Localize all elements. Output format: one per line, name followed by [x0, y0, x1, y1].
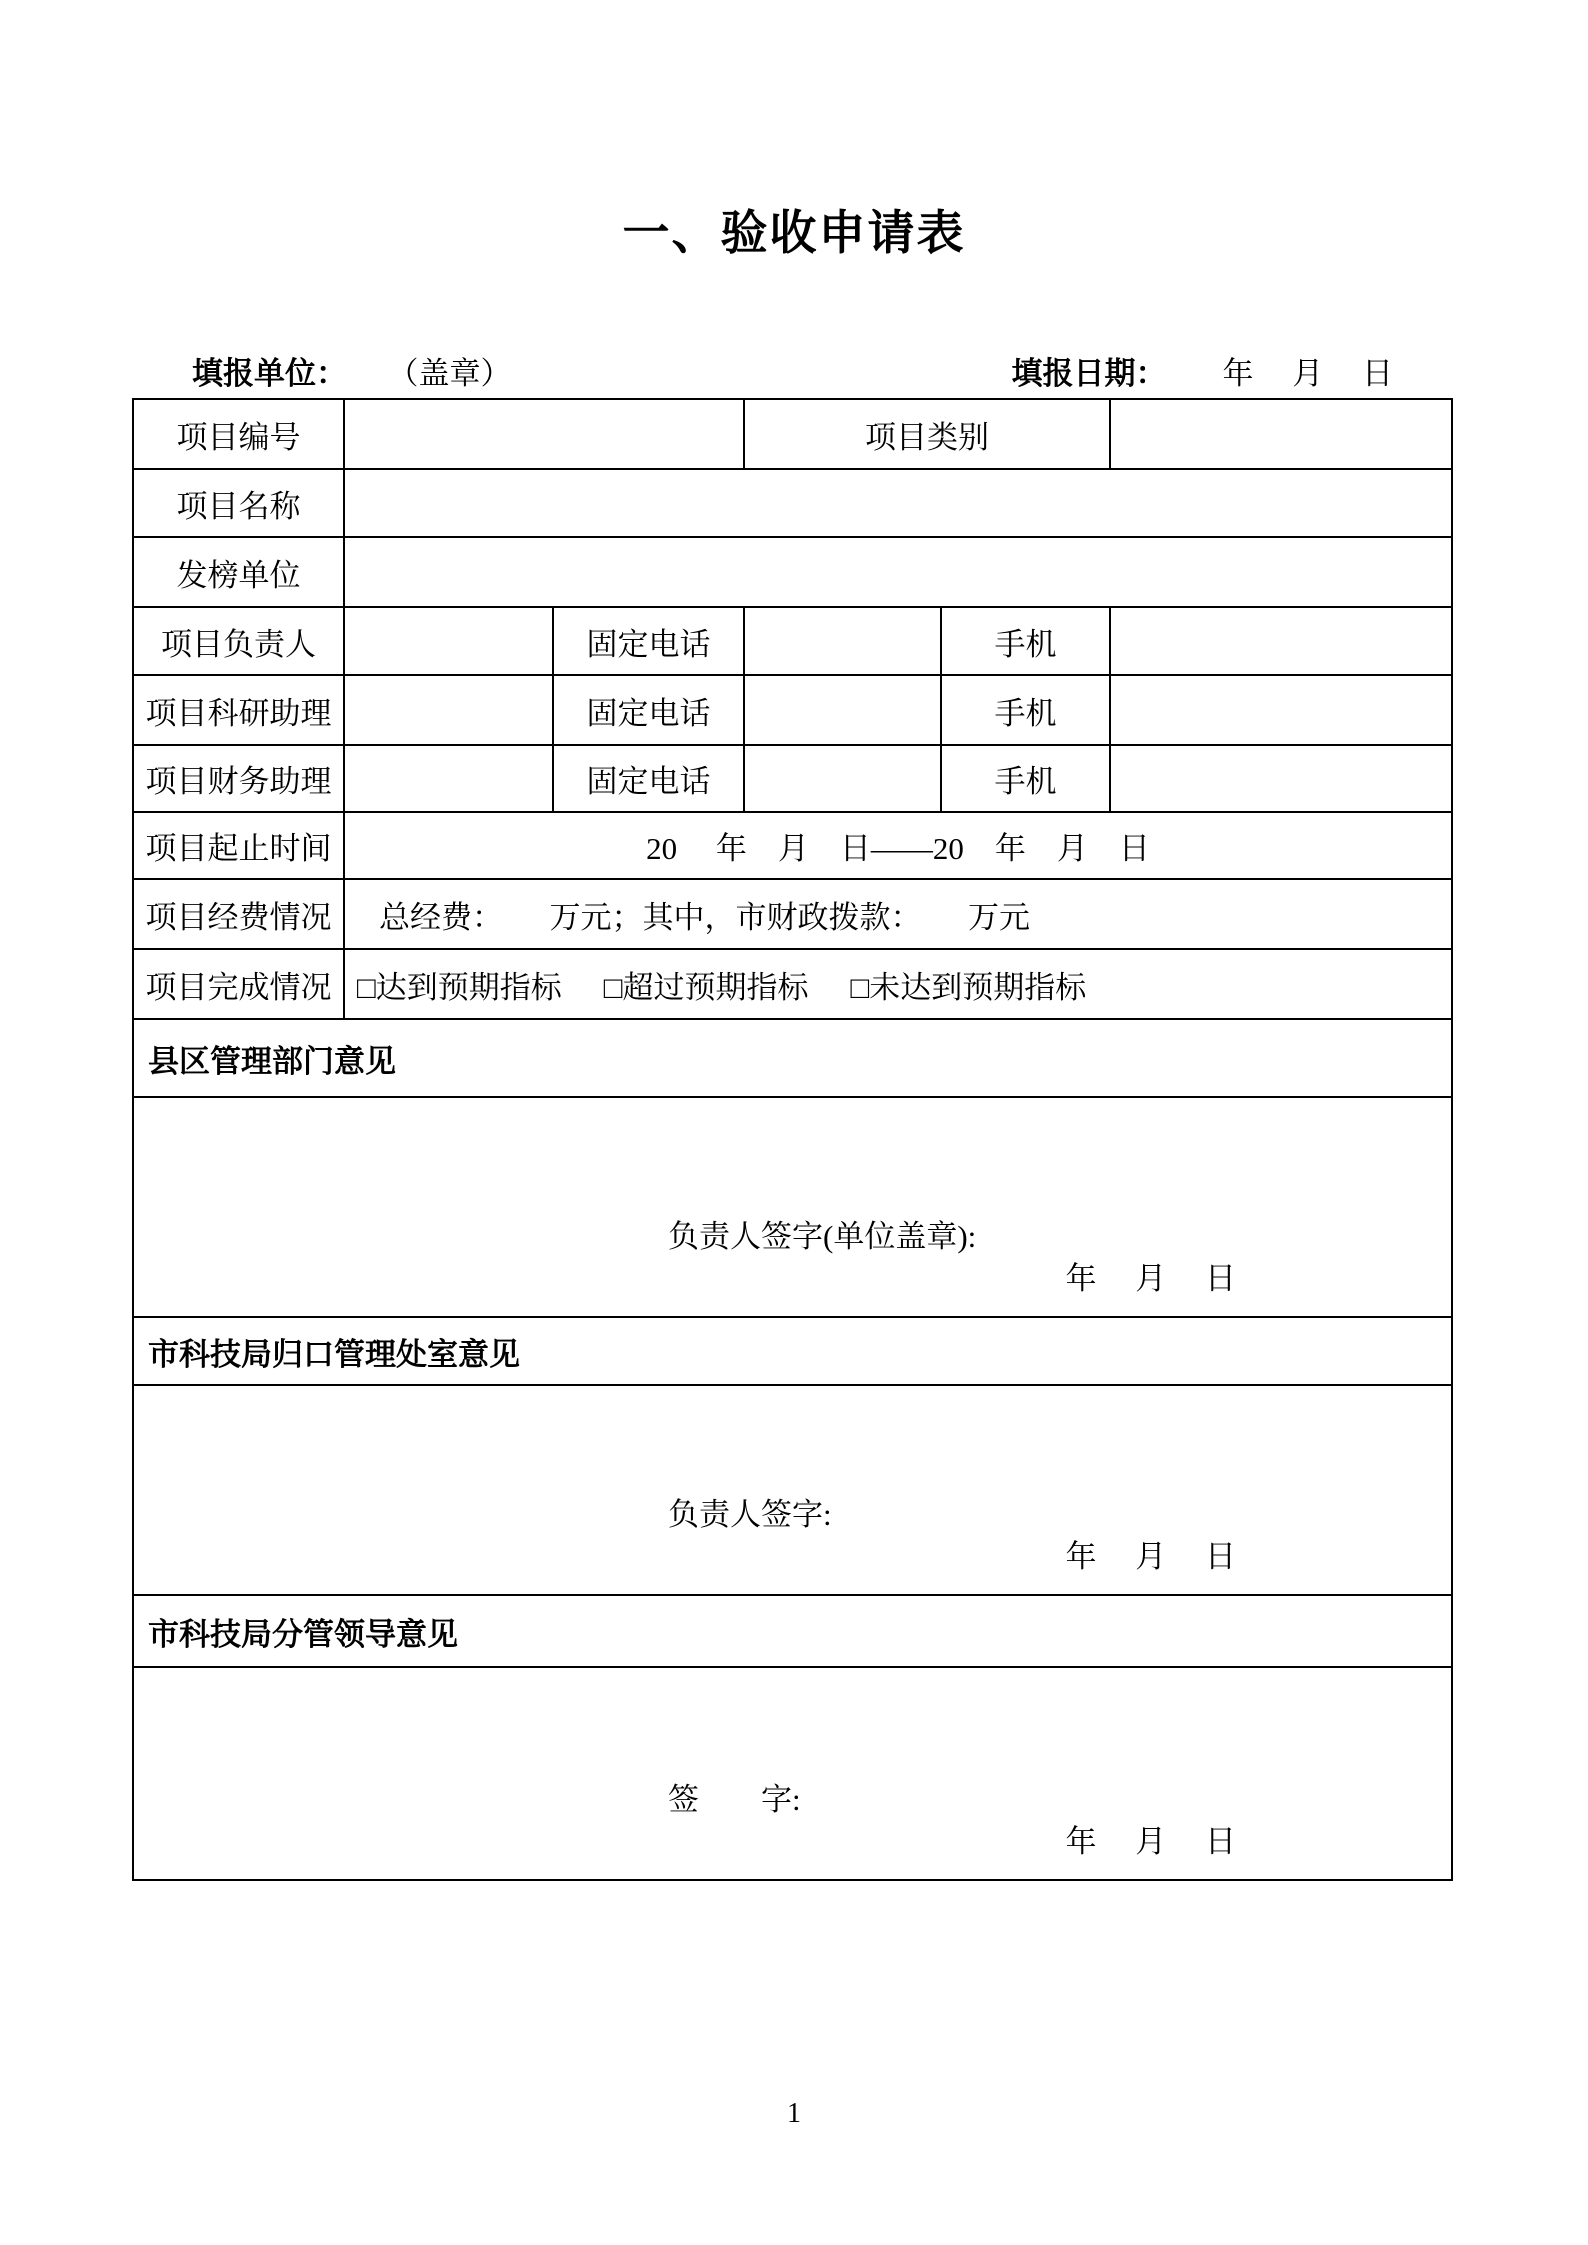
county-opinion-area[interactable] — [134, 1098, 1451, 1316]
table-row — [134, 880, 1451, 950]
mobile-input[interactable] — [1111, 746, 1451, 811]
table-row — [134, 1020, 1451, 1098]
sign-label: 签 字: — [668, 1782, 801, 1817]
fill-date-group — [1012, 348, 1454, 393]
contact-name-input[interactable] — [345, 608, 554, 674]
project-no-input[interactable] — [345, 400, 745, 468]
table-row — [134, 470, 1451, 538]
table-row — [134, 1596, 1451, 1668]
acceptance-application-table — [132, 398, 1453, 1881]
seal-hint: （盖章） — [403, 356, 512, 391]
section-bureau-leader-opinion-header: 市科技局分管领导意见 — [148, 1616, 458, 1652]
project-no-label: 项目编号 — [134, 400, 345, 468]
bureau-leader-opinion-area[interactable] — [134, 1668, 1451, 1879]
table-row — [134, 608, 1451, 676]
contact-name-input[interactable] — [345, 676, 554, 744]
table-row — [134, 1386, 1451, 1596]
fill-date-label: 填报日期： — [1011, 356, 1167, 391]
landline-label: 固定电话 — [554, 676, 745, 744]
issuing-unit-label: 发榜单位 — [134, 538, 345, 606]
fill-date-value: 年 月 日 — [1222, 356, 1393, 391]
sign-label: 负责人签字: — [668, 1497, 832, 1532]
completion-label: 项目完成情况 — [134, 950, 345, 1018]
mobile-input[interactable] — [1111, 608, 1451, 674]
landline-label: 固定电话 — [554, 746, 745, 811]
page-number: 1 — [787, 2098, 801, 2129]
section-county-opinion-header: 县区管理部门意见 — [148, 1043, 396, 1079]
contact-role-label: 项目负责人 — [134, 608, 345, 674]
sign-date-line: 年 月 日 — [1065, 1824, 1236, 1859]
checkbox-option-not-met[interactable]: □未达到预期指标 — [850, 969, 1087, 1005]
checkbox-option-exceeded[interactable]: □超过预期指标 — [603, 969, 809, 1005]
contact-role-label: 项目财务助理 — [134, 746, 345, 811]
duration-value[interactable]: 20 年 月 日——20 年 月 日 — [646, 831, 1150, 866]
section-bureau-office-opinion-header: 市科技局归口管理处室意见 — [148, 1336, 520, 1372]
page-title: 一、验收申请表 — [622, 206, 966, 259]
project-name-input[interactable] — [345, 470, 1451, 536]
issuing-unit-input[interactable] — [345, 538, 1451, 606]
funding-value[interactable]: 总经费： 万元；其中，市财政拨款： 万元 — [379, 899, 1030, 935]
table-row — [134, 400, 1451, 470]
fill-unit-label: 填报单位： — [192, 356, 347, 391]
table-row — [134, 1668, 1451, 1879]
landline-input[interactable] — [745, 676, 942, 744]
project-name-label: 项目名称 — [134, 470, 345, 536]
duration-label: 项目起止时间 — [134, 813, 345, 878]
table-row — [134, 676, 1451, 746]
contact-name-input[interactable] — [345, 746, 554, 811]
fill-unit-group — [132, 348, 512, 393]
sign-date-line: 年 月 日 — [1065, 1261, 1236, 1296]
table-row — [134, 813, 1451, 880]
bureau-office-opinion-area[interactable] — [134, 1386, 1451, 1594]
project-type-label: 项目类别 — [745, 400, 1111, 468]
contact-role-label: 项目科研助理 — [134, 676, 345, 744]
form-meta-row — [132, 348, 1453, 393]
table-row — [134, 538, 1451, 608]
sign-date-line: 年 月 日 — [1065, 1539, 1236, 1574]
table-row — [134, 1318, 1451, 1386]
project-type-input[interactable] — [1111, 400, 1451, 468]
mobile-label: 手机 — [942, 676, 1111, 744]
sign-label: 负责人签字(单位盖章): — [668, 1219, 977, 1254]
mobile-label: 手机 — [942, 608, 1111, 674]
checkbox-option-met[interactable]: □达到预期指标 — [357, 969, 562, 1005]
table-row — [134, 950, 1451, 1020]
landline-input[interactable] — [745, 608, 942, 674]
funding-label: 项目经费情况 — [134, 880, 345, 948]
mobile-label: 手机 — [942, 746, 1111, 811]
landline-input[interactable] — [745, 746, 942, 811]
mobile-input[interactable] — [1111, 676, 1451, 744]
landline-label: 固定电话 — [554, 608, 745, 674]
table-row — [134, 746, 1451, 813]
completion-options — [345, 950, 1451, 1018]
table-row — [134, 1098, 1451, 1318]
